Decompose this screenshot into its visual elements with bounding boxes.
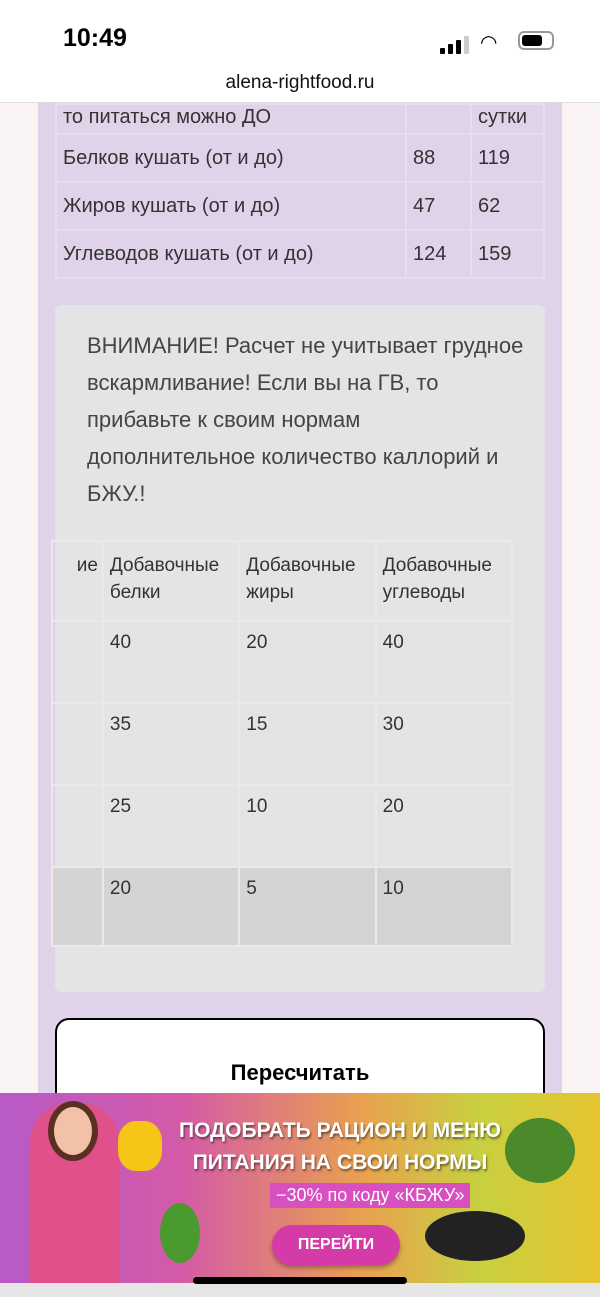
pepper-icon (118, 1121, 162, 1171)
broccoli-icon (160, 1203, 200, 1263)
extra-table (51, 540, 513, 947)
header-cell: Добавочные жиры (239, 541, 375, 621)
header-cell: Добавочные углеводы (376, 541, 512, 621)
extra-table-scroll[interactable] (76, 540, 513, 947)
cell: 20 (103, 867, 239, 946)
status-bar (0, 0, 600, 70)
cell (52, 621, 103, 703)
table-row (56, 182, 544, 230)
value-to: 119 (471, 134, 544, 182)
table-row (52, 867, 512, 946)
cell: 5 (239, 867, 375, 946)
recalculate-button[interactable]: Пересчитать (55, 1018, 545, 1128)
cell: 10 (239, 785, 375, 867)
table-row (52, 785, 512, 867)
value-from: 88 (406, 134, 471, 182)
promo-code: −30% по коду «КБЖУ» (270, 1183, 470, 1208)
cell: 25 (103, 785, 239, 867)
cell: 40 (376, 621, 512, 703)
illustration-face (48, 1101, 98, 1161)
value-from: 124 (406, 230, 471, 278)
wifi-icon: ◠ (480, 32, 498, 54)
bottom-bar (0, 1283, 600, 1297)
banner-title: ПОДОБРАТЬ РАЦИОН И МЕНЮ ПИТАНИЯ НА СВОИ НОРМЫ (179, 1119, 501, 1174)
value-from: 47 (406, 182, 471, 230)
breastfeeding-notice (55, 305, 545, 992)
home-indicator[interactable] (193, 1277, 407, 1284)
cell: 20 (376, 785, 512, 867)
plate-icon (425, 1211, 525, 1261)
table-row (52, 703, 512, 785)
cell: 10 (376, 867, 512, 946)
header-cell: ие (52, 541, 103, 621)
signal-icon (440, 36, 469, 54)
battery-icon (518, 31, 554, 50)
warning-text: ВНИМАНИЕ! Расчет не учитывает грудное вскармливание! Если вы на ГВ, то прибавьте к своим нормам дополнительное количество каллорий и БЖУ.! (87, 333, 524, 506)
value-to: 62 (471, 182, 544, 230)
cell: 15 (239, 703, 375, 785)
avocado-icon (505, 1118, 575, 1183)
row-label: Жиров кушать (от и до) (56, 182, 406, 230)
table-row (52, 621, 512, 703)
row-label: Белков кушать (от и до) (56, 134, 406, 182)
url-bar[interactable]: alena-rightfood.ru (0, 70, 600, 103)
table-row (56, 134, 544, 182)
promo-banner[interactable] (0, 1093, 600, 1283)
cell: 20 (239, 621, 375, 703)
cell (52, 703, 103, 785)
cell: 40 (103, 621, 239, 703)
cell: 35 (103, 703, 239, 785)
value-to: 159 (471, 230, 544, 278)
go-button[interactable]: ПЕРЕЙТИ (272, 1225, 400, 1265)
row-label: то питаться можно ДО (56, 104, 406, 134)
clock: 10:49 (63, 24, 127, 52)
table-row (56, 230, 544, 278)
table-header (52, 541, 512, 621)
row-label: Углеводов кушать (от и до) (56, 230, 406, 278)
value-to: сутки (471, 104, 544, 134)
cell (52, 867, 103, 946)
header-cell: Добавочные белки (103, 541, 239, 621)
norms-table (55, 103, 545, 279)
cell (52, 785, 103, 867)
cell: 30 (376, 703, 512, 785)
table-row (56, 104, 544, 134)
value-from (406, 104, 471, 134)
